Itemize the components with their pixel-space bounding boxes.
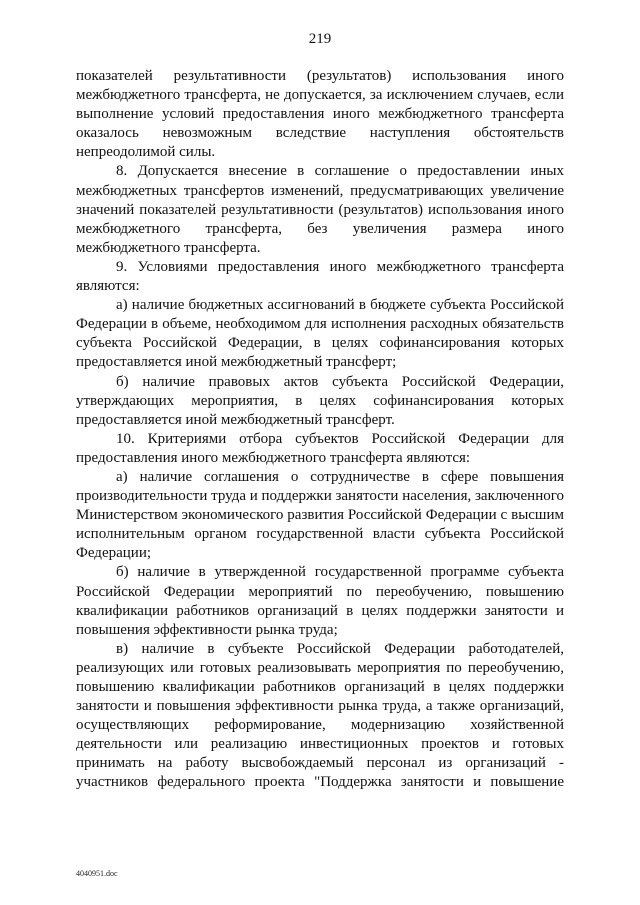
paragraph-item-9a: а) наличие бюджетных ассигнований в бюджете субъекта Российской Федерации в объеме, необходимом для исполнения расходных обязательств субъекта Российской Федерации, в целях софинансирования которых предоставляется иной межбюджетный трансферт; [76,297,564,371]
paragraph-item-10: 10. Критериями отбора субъектов Российской Федерации для предоставления иного межбюджетного трансферта являются: [76,430,564,466]
paragraph-item-9b: б) наличие правовых актов субъекта Российской Федерации, утверждающих мероприятия, в целях софинансирования которых предоставляется иной межбюджетный трансферт. [76,373,564,428]
paragraph-item-10v: в) наличие в субъекте Российской Федерации работодателей, реализующих или готовых реализовывать мероприятия по переобучению, повышению квалификации работников организаций в целях поддержки занятости и повышения эффективности рынка труда, а также организаций, осуществляющих реформирование, модернизацию хозяйственной деятельности или реализацию инвестиционных проектов и готовых принимать на работу высвобождаемый персонал из организаций - участников федерального проекта "Поддержка занятости и повышение [76,640,564,791]
paragraph-item-9: 9. Условиями предоставления иного межбюджетного трансферта являются: [76,258,564,295]
paragraph-continuation: показателей результативности (результатов) использования иного межбюджетного трансферта, не допускается, за исключением случаев, если выполнение условий предоставления иного межбюджетного трансферта оказалось невозможным вследствие наступления обстоятельств непреодолимой силы. [76,68,564,161]
footer-document-code: 4040951.doc [76,869,118,878]
page-number: 219 [308,31,332,47]
paragraph-item-10b: б) наличие в утвержденной государственной программе субъекта Российской Федерации мероприятий по переобучению, повышению квалификации работников организаций в целях поддержки занятости и повышения эффективности рынка труда; [76,564,564,638]
paragraph-item-10a: а) наличие соглашения о сотрудничестве в сфере повышения производительности труда и поддержки занятости населения, заключенного Министерством экономического развития Российской Федерации с высшим исполнительным органом государственной власти субъекта Российской Федерации; [76,468,565,562]
document-body [76,67,564,793]
paragraph-item-8: 8. Допускается внесение в соглашение о предоставлении иных межбюджетных трансфертов изменений, предусматривающих увеличение значений показателей результативности (результатов) использования иного межбюджетного трансферта, без увеличения размера иного межбюджетного трансферта. [76,163,564,256]
